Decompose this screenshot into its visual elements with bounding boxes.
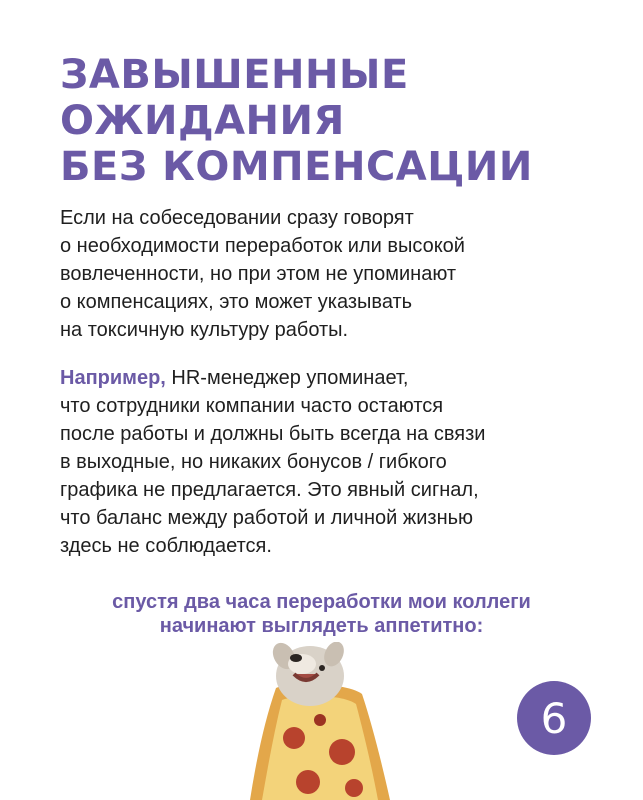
pizza-topping	[283, 727, 305, 749]
dog-nose	[290, 654, 302, 662]
intro-line: вовлеченности, но при этом не упоминают	[60, 263, 457, 285]
example-line: здесь не соблюдается.	[60, 535, 272, 557]
intro-line: Если на собеседовании сразу говорят	[60, 207, 414, 229]
dog-eye	[319, 665, 325, 671]
dog-mouth	[294, 674, 318, 680]
example-line: графика не предлагается. Это явный сигнал,	[60, 479, 479, 501]
example-first-line	[60, 364, 485, 392]
page-number: 6	[540, 693, 568, 743]
headline-line: ОЖИДАНИЯ	[60, 98, 345, 144]
example-line: что сотрудники компании часто остаются	[60, 395, 444, 417]
headline-line: БЕЗ КОМПЕНСАЦИИ	[60, 144, 533, 190]
example-line: после работы и должны быть всегда на связи	[60, 423, 486, 445]
dog-in-pizza-icon	[250, 642, 390, 800]
pizza-topping	[296, 770, 320, 794]
pizza-topping	[329, 739, 355, 765]
intro-line: на токсичную культуру работы.	[60, 319, 349, 341]
caption-line: спустя два часа переработки мои коллеги	[112, 591, 531, 613]
example-lead-word: Например,	[60, 367, 166, 389]
example-line: в выходные, но никаких бонусов / гибкого	[60, 451, 447, 473]
page-headline	[60, 52, 533, 190]
example-paragraph	[60, 364, 485, 560]
pizza-topping	[314, 714, 326, 726]
intro-line: о необходимости переработок или высокой	[60, 235, 465, 257]
page-number-badge	[517, 681, 591, 755]
intro-line: о компенсациях, это может указывать	[60, 291, 413, 313]
pizza-topping	[345, 779, 363, 797]
headline-line: ЗАВЫШЕННЫЕ	[60, 52, 409, 98]
caption-line: начинают выглядеть аппетитно:	[159, 615, 484, 637]
example-first-line-rest: HR-менеджер упоминает,	[165, 367, 409, 389]
example-line: что баланс между работой и личной жизнью	[60, 507, 474, 529]
meme-caption	[0, 590, 643, 638]
intro-paragraph	[60, 204, 465, 344]
